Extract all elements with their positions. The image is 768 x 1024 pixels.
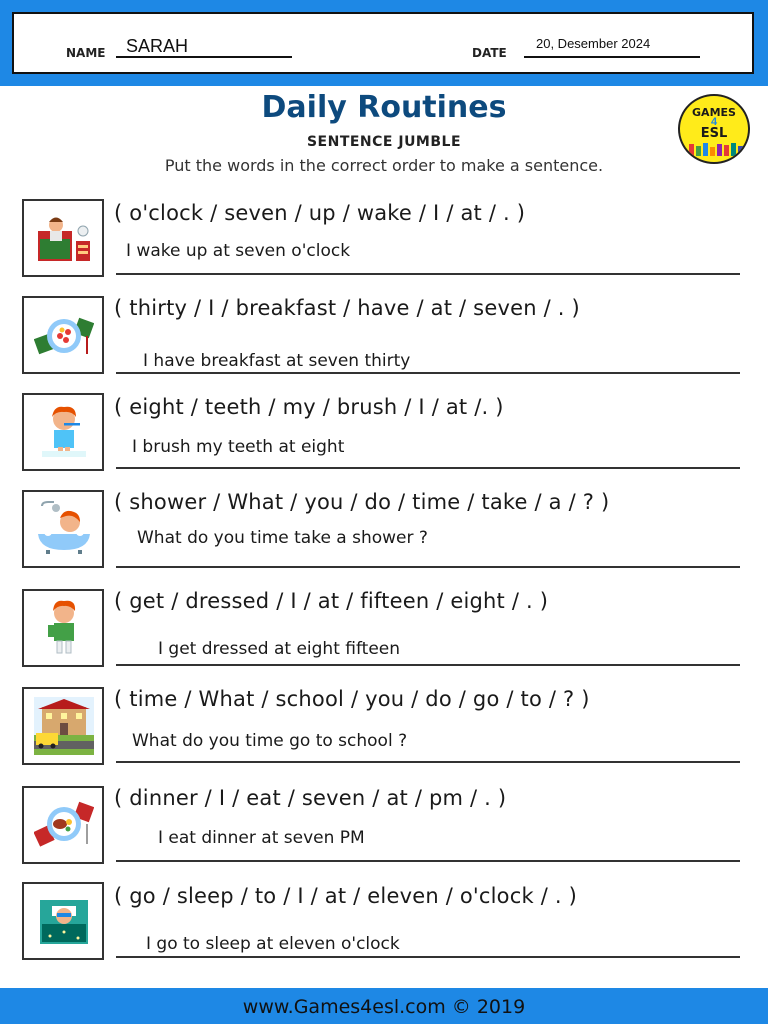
answer-line (116, 860, 740, 862)
date-field[interactable]: 20, Desember 2024 (536, 36, 651, 51)
games4esl-logo (678, 94, 750, 164)
jumbled-words: ( get / dressed / I / at / fifteen / eight / . ) (114, 589, 549, 613)
breakfast-icon (22, 296, 104, 374)
jumbled-words: ( o'clock / seven / up / wake / I / at / . ) (114, 201, 526, 225)
exercise-row (0, 687, 768, 783)
answer-text[interactable]: What do you time take a shower ? (137, 528, 428, 548)
answer-line (116, 761, 740, 763)
footer (0, 988, 768, 1024)
dinner-icon (22, 786, 104, 864)
answer-text[interactable]: I wake up at seven o'clock (126, 241, 351, 261)
answer-text[interactable]: I go to sleep at eleven o'clock (146, 934, 400, 954)
answer-line (116, 956, 740, 958)
wake-up-icon (22, 199, 104, 277)
instructions: Put the words in the correct order to make a sentence. (164, 156, 604, 175)
shower-icon (22, 490, 104, 568)
exercise-row (0, 882, 768, 978)
jumbled-words: ( dinner / I / eat / seven / at / pm / . ) (114, 786, 507, 810)
footer-text: www.Games4esl.com © 2019 (242, 996, 526, 1018)
books-icon (688, 142, 744, 156)
brush-teeth-icon (22, 393, 104, 471)
logo-text-bottom: ESL (700, 126, 728, 141)
jumbled-words: ( shower / What / you / do / time / take / a / ? ) (114, 490, 610, 514)
exercise-row (0, 393, 768, 489)
exercise-row (0, 199, 768, 295)
answer-line (116, 467, 740, 469)
logo-text-middle: 4 (710, 116, 718, 128)
answer-text[interactable]: I have breakfast at seven thirty (143, 351, 411, 371)
jumbled-words: ( eight / teeth / my / brush / I / at /. ) (114, 395, 504, 419)
name-label: NAME (66, 46, 106, 60)
logo-text-top: GAMES (692, 106, 736, 119)
answer-text[interactable]: I get dressed at eight fifteen (158, 639, 401, 659)
exercise-row (0, 490, 768, 586)
date-label: DATE (472, 46, 507, 60)
exercise-row (0, 589, 768, 685)
jumbled-words: ( thirty / I / breakfast / have / at / seven / . ) (114, 296, 580, 320)
exercise-row (0, 786, 768, 882)
date-underline (524, 56, 700, 58)
exercise-row (0, 296, 768, 392)
school-icon (22, 687, 104, 765)
jumbled-words: ( go / sleep / to / I / at / eleven / o'clock / . ) (114, 884, 577, 908)
get-dressed-icon (22, 589, 104, 667)
answer-text[interactable]: I brush my teeth at eight (132, 437, 345, 457)
answer-text[interactable]: I eat dinner at seven PM (158, 828, 365, 848)
name-underline (116, 56, 292, 58)
jumbled-words: ( time / What / school / you / do / go / to / ? ) (114, 687, 590, 711)
sleep-icon (22, 882, 104, 960)
answer-line (116, 372, 740, 374)
page-subtitle: SENTENCE JUMBLE (306, 134, 462, 150)
answer-line (116, 664, 740, 666)
header-box (12, 12, 754, 74)
answer-line (116, 566, 740, 568)
answer-line (116, 273, 740, 275)
answer-text[interactable]: What do you time go to school ? (132, 731, 408, 751)
name-field[interactable]: SARAH (126, 36, 189, 56)
page-title: Daily Routines (261, 90, 507, 125)
